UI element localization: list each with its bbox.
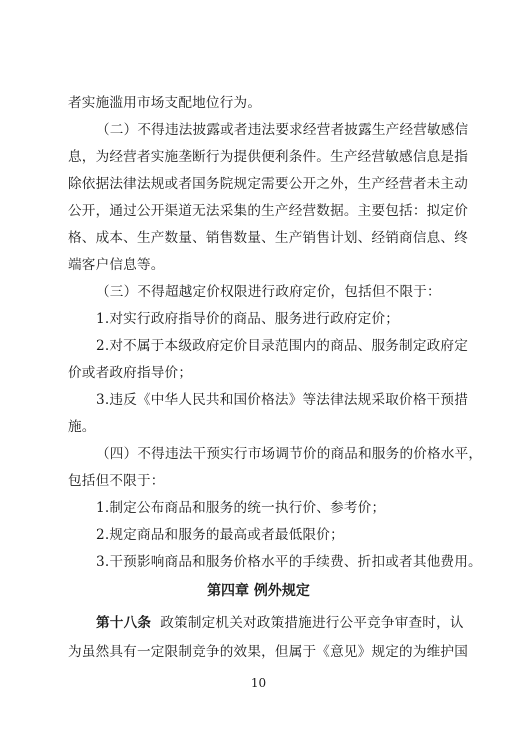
text-line: 2.规定商品和服务的最高或者最低限价； <box>96 527 344 543</box>
article-line <box>96 614 464 632</box>
text-line: 者实施滥用市场支配地位行为。 <box>68 95 262 111</box>
text-line: 包括但不限于： <box>68 473 165 489</box>
text-line: 息，为经营者实施垄断行为提供便利条件。生产经营敏感信息是指 <box>68 149 469 165</box>
text-line: 1.制定公布商品和服务的统一执行价、参考价； <box>96 500 386 516</box>
text-line: 格、成本、生产数量、销售数量、生产销售计划、经销商信息、终 <box>68 230 469 246</box>
text-line: 1.对实行政府指导价的商品、服务进行政府定价； <box>96 311 400 327</box>
text-line: （三）不得超越定价权限进行政府定价，包括但不限于： <box>96 284 441 300</box>
text-line: 端客户信息等。 <box>68 257 165 273</box>
article-line: 为虽然具有一定限制竞争的效果，但属于《意见》规定的为维护国 <box>68 644 469 660</box>
text-line: 2.对不属于本级政府定价目录范围内的商品、服务制定政府定 <box>96 338 469 354</box>
chapter-heading: 第四章 例外规定 <box>207 583 310 599</box>
text-line: 施。 <box>68 419 96 435</box>
article-label: 第十八条 <box>96 615 152 631</box>
text-line: 3.违反《中华人民共和国价格法》等法律法规采取价格干预措 <box>96 392 469 408</box>
text-line: （二）不得违法披露或者违法要求经营者披露生产经营敏感信 <box>96 122 469 138</box>
text-line: 除依据法律法规或者国务院规定需要公开之外，生产经营者未主动 <box>68 176 469 192</box>
article-text: 政策制定机关对政策措施进行公平竞争审查时，认 <box>151 615 464 631</box>
page-number: 10 <box>250 676 267 690</box>
text-line: 公开，通过公开渠道无法采集的生产经营数据。主要包括：拟定价 <box>68 203 469 219</box>
text-line: 价或者政府指导价； <box>68 365 193 381</box>
text-line: 3.干预影响商品和服务价格水平的手续费、折扣或者其他费用。 <box>96 554 482 570</box>
text-line: （四）不得违法干预实行市场调节价的商品和服务的价格水平， <box>96 446 483 462</box>
